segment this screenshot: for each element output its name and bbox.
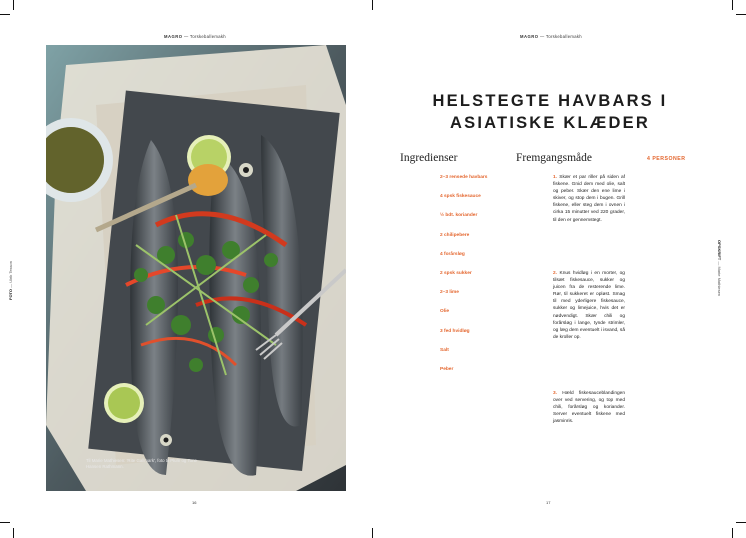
recipe-title: HELSTEGTE HAVBARS I ASIATISKE KLÆDER <box>432 92 668 132</box>
ingredient-item: ½ bdt. koriander <box>440 213 478 219</box>
crop-mark <box>372 528 373 538</box>
photo-caption: Til Marie Mathiesen: 'Rite Gallmark', foto til Plum og Tone Hansen Rathmann. <box>86 458 197 469</box>
crop-mark <box>13 528 14 538</box>
crop-mark <box>732 0 733 10</box>
ingredient-item: Olie <box>440 309 450 315</box>
method-heading: Fremgangsmåde <box>516 152 593 164</box>
step-text: Knus hvidløg i en morter, og tilsæt fiskesauce, sukker og juicen fra de resterende lime. Rør, til sukkeret er opløst. Smag til med yderligere fiskesauce, sukker og limejuice, hvis det er nødvendigt. Skær chili og forårsløg i lange, tynde strimler, og læg dem eventuelt i isvand, så de kroller op. <box>553 271 625 340</box>
fish-illustration <box>46 45 346 491</box>
step-text: Hæld fiskesauceblandingen over ved servering, og top med chili, forårsløg og koriander. Server eventuelt fiskene med jasminris. <box>553 391 625 425</box>
ingredient-item: 3 fed hvidløg <box>440 328 470 334</box>
photo-credit: FOTO — Ulrik Tesson <box>8 260 13 300</box>
crop-mark <box>732 528 733 538</box>
crop-mark <box>0 522 10 523</box>
running-head-right: MAGRO — Torskeballemakh <box>520 34 582 39</box>
ingredient-item: 2 spsk sukker <box>440 270 472 276</box>
crop-mark <box>0 14 10 15</box>
page-number-right: 17 <box>546 500 551 505</box>
method-step <box>553 270 625 341</box>
method-step <box>553 390 625 425</box>
step-number: 3. <box>553 391 558 396</box>
crop-mark <box>736 522 746 523</box>
ingredient-item: 2 chilipebere <box>440 232 470 238</box>
ingredients-heading: Ingredienser <box>400 152 458 164</box>
method-step <box>553 174 625 224</box>
recipe-credit: OPSKRIFT — Marie Mathiesen <box>717 240 722 297</box>
ingredient-item: 4 forårsløg <box>440 251 465 257</box>
crop-mark <box>736 14 746 15</box>
ingredient-item: 2–3 lime <box>440 290 459 296</box>
step-number: 2. <box>553 271 558 276</box>
step-number: 1. <box>553 175 558 180</box>
ingredient-item: 4 spsk fiskesauce <box>440 194 481 200</box>
crop-mark <box>13 0 14 10</box>
ingredient-item: 2–3 rensede havbars <box>440 175 488 180</box>
step-text: Skær et par riller på siden af fiskene. Gnid dem med olie, salt og peber. Skær den ene lime i skiver, og stop dem i bugen. Grill fiskene, eller steg dem i ovnen i cirka 15 minutter ved 220 grader, til den er gennemstegt. <box>553 175 625 223</box>
recipe-photo <box>46 45 346 491</box>
running-head-left: MAGRO — Torskeballemakh <box>164 34 226 39</box>
ingredient-list <box>440 175 530 386</box>
ingredient-item: Salt <box>440 347 449 353</box>
ingredient-item: Peber <box>440 366 454 372</box>
servings-label: 4 PERSONER <box>647 156 686 162</box>
crop-mark <box>372 0 373 10</box>
page-number-left: 16 <box>192 500 197 505</box>
